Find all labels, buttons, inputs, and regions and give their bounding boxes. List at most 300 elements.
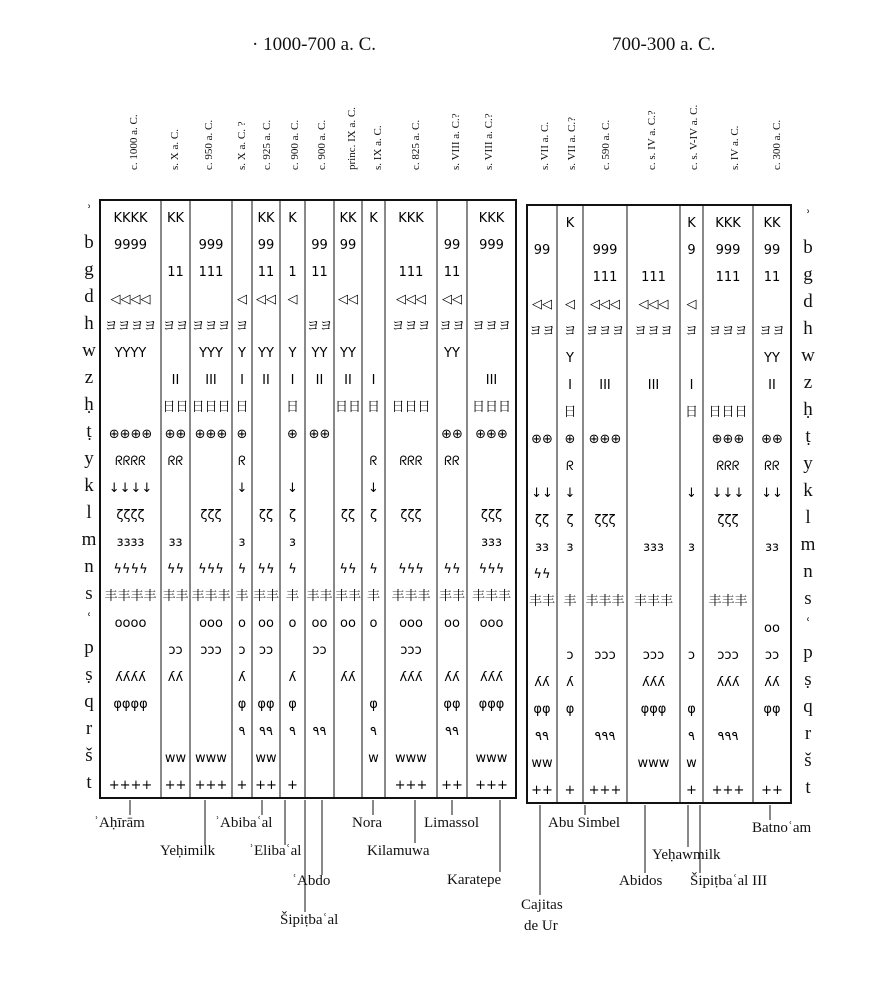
phoenician-letter-icon: o: [369, 616, 378, 631]
phoenician-letter-icon: 999: [715, 243, 741, 258]
row-label: g: [803, 264, 813, 285]
phoenician-letter-icon: KK: [166, 211, 185, 226]
phoenician-letter-icon: ζζ: [258, 508, 274, 523]
phoenician-letter-icon: 日日日: [708, 405, 748, 420]
row-label: y: [803, 453, 813, 474]
inscription-sipitbaal-iii: Šipiṭbaʿal III: [690, 873, 768, 889]
phoenician-letter-icon: +: [686, 783, 697, 798]
phoenician-letter-icon: ↓: [564, 486, 576, 501]
phoenician-letter-icon: ʎʎʎʎ: [115, 670, 146, 685]
phoenician-letter-icon: ʎʎ: [534, 675, 550, 690]
phoenician-letter-icon: I: [689, 378, 694, 393]
phoenician-letter-icon: YY: [340, 346, 356, 361]
inscription-abibaal: ʾAbibaʿal: [215, 815, 273, 831]
phoenician-letter-icon: ϟϟϟϟ: [113, 562, 148, 577]
row-label: q: [84, 691, 94, 712]
phoenician-letter-icon: ++: [255, 778, 277, 793]
phoenician-letter-icon: www: [195, 751, 227, 766]
row-label: t: [86, 772, 92, 793]
phoenician-letter-icon: II: [768, 378, 776, 393]
phoenician-letter-icon: Y: [566, 351, 574, 366]
phoenician-letter-icon: ϟϟ: [339, 562, 357, 577]
phoenician-letter-icon: 111: [398, 265, 424, 280]
phoenician-letter-icon: 日: [285, 400, 300, 415]
phoenician-letter-icon: +: [287, 778, 298, 793]
row-label: r: [85, 718, 93, 739]
row-label: n: [84, 556, 94, 577]
phoenician-letter-icon: φφ: [763, 702, 781, 717]
phoenician-letter-icon: φ: [288, 697, 297, 712]
phoenician-letter-icon: ɔɔ: [312, 643, 327, 658]
phoenician-letter-icon: YY: [764, 351, 780, 366]
phoenician-letter-icon: ⊕⊕⊕⊕: [108, 427, 153, 442]
phoenician-letter-icon: ϟϟ: [257, 562, 275, 577]
phoenician-letter-icon: ᖇ: [238, 454, 246, 469]
phoenician-letter-icon: ⊕⊕⊕: [711, 432, 745, 447]
phoenician-letter-icon: ζ: [288, 508, 297, 523]
phoenician-letter-icon: ◁: [686, 297, 697, 312]
phoenician-letter-icon: ɜɜ: [765, 540, 779, 555]
phoenician-letter-icon: ヨヨヨ: [391, 319, 431, 334]
inscription-nora: Nora: [352, 815, 382, 831]
phoenician-letter-icon: III: [205, 373, 217, 388]
phoenician-letter-icon: o: [288, 616, 297, 631]
phoenician-letter-icon: ʎ: [238, 670, 246, 685]
row-label: š: [804, 750, 812, 771]
phoenician-letter-icon: ɜ: [289, 535, 296, 550]
phoenician-letter-icon: ooo: [479, 616, 504, 631]
date-label: c. 1000 a. C.: [128, 114, 140, 170]
inscription-limassol: Limassol: [424, 815, 479, 831]
phoenician-letter-icon: +++: [475, 778, 508, 793]
phoenician-letter-icon: ζ: [566, 513, 574, 528]
phoenician-letter-icon: III: [599, 378, 611, 393]
row-label: ʾ: [804, 207, 812, 228]
row-label: ḥ: [84, 394, 94, 415]
row-label: h: [803, 318, 813, 339]
phoenician-letter-icon: 日: [366, 400, 381, 415]
row-label: k: [84, 475, 94, 496]
date-label: c. 900 a. C.: [316, 119, 328, 170]
phoenician-letter-icon: ◁◁◁◁: [110, 292, 151, 307]
row-label: ʿ: [804, 615, 812, 636]
row-label: n: [803, 561, 813, 582]
phoenician-letter-icon: ϟϟ: [443, 562, 461, 577]
phoenician-letter-icon: ++: [761, 783, 783, 798]
phoenician-letter-icon: ◁◁: [256, 292, 276, 307]
phoenician-letter-icon: oo: [340, 616, 356, 631]
phoenician-letter-icon: 11: [763, 270, 781, 285]
phoenician-letter-icon: oo: [311, 616, 328, 631]
phoenician-letter-icon: oooo: [114, 616, 147, 631]
phoenician-letter-icon: I: [240, 373, 244, 388]
phoenician-letter-icon: ◁◁◁: [396, 292, 426, 307]
inscription-batnoam: Batnoʿam: [752, 820, 812, 836]
phoenician-letter-icon: ϟ: [288, 562, 297, 577]
phoenician-letter-icon: φ: [237, 697, 247, 712]
phoenician-letter-icon: ζζ: [534, 513, 550, 528]
phoenician-letter-icon: ٩: [370, 724, 377, 739]
phoenician-letter-icon: ᖇᖇᖇ: [399, 454, 423, 469]
phoenician-letter-icon: ɔɔɔ: [594, 648, 616, 663]
phoenician-letter-icon: ヨヨ: [306, 319, 333, 334]
phoenician-letter-icon: 99: [257, 238, 275, 253]
phoenician-letter-icon: ⊕: [287, 427, 298, 442]
phoenician-letter-icon: 日日日: [391, 400, 431, 415]
phoenician-letter-icon: I: [371, 373, 376, 388]
inscription-yehimilk: Yeḥimilk: [160, 843, 216, 859]
row-label: m: [800, 534, 816, 555]
phoenician-letter-icon: ɜɜɜɜ: [116, 535, 145, 550]
phoenician-letter-icon: YY: [258, 346, 274, 361]
phoenician-letter-icon: YY: [311, 346, 328, 361]
phoenician-letter-icon: ヨヨヨ: [708, 324, 748, 339]
phoenician-letter-icon: ヨ: [235, 319, 249, 334]
phoenician-letter-icon: ϟϟ: [533, 567, 551, 582]
phoenician-letter-icon: +++: [588, 783, 622, 798]
phoenician-letter-icon: ɔɔɔ: [642, 648, 665, 663]
phoenician-letter-icon: ɔ: [566, 648, 574, 663]
phoenician-letter-icon: 99: [533, 243, 551, 258]
phoenician-letter-icon: ζζζ: [717, 513, 739, 528]
phoenician-letter-icon: +++: [711, 783, 745, 798]
phoenician-letter-icon: 日日: [334, 400, 362, 415]
phoenician-letter-icon: ϟϟϟ: [198, 562, 224, 577]
phoenician-letter-icon: 日: [235, 400, 249, 415]
phoenician-letter-icon: 丰丰丰丰: [104, 589, 157, 604]
phoenician-letter-icon: ↓↓↓↓: [108, 481, 153, 496]
phoenician-letter-icon: ɔ: [238, 643, 246, 658]
phoenician-letter-icon: ᖇ: [369, 454, 378, 469]
inscription-abdo: ʿAbdo: [292, 873, 331, 889]
date-label: s. X a. C. ?: [236, 121, 248, 170]
phoenician-letter-icon: ooo: [399, 616, 423, 631]
row-label: y: [84, 448, 94, 469]
row-label: q: [803, 696, 813, 717]
phoenician-letter-icon: 11: [167, 265, 184, 280]
phoenician-letter-icon: ⊕⊕: [308, 427, 331, 442]
phoenician-letter-icon: ◁◁: [442, 292, 462, 307]
phoenician-letter-icon: KK: [339, 211, 357, 226]
phoenician-letter-icon: II: [171, 373, 180, 388]
phoenician-letter-icon: 99: [443, 238, 461, 253]
phoenician-letter-icon: ↓↓: [531, 486, 553, 501]
phoenician-letter-icon: KKK: [398, 211, 424, 226]
phoenician-letter-icon: ヨヨ: [438, 319, 466, 334]
inscription-kilamuwa: Kilamuwa: [367, 843, 430, 859]
phoenician-letter-icon: ϟ: [237, 562, 247, 577]
phoenician-letter-icon: ⊕: [236, 427, 248, 442]
phoenician-letter-icon: ↓: [287, 481, 298, 496]
row-label: ʾ: [85, 202, 93, 223]
phoenician-letter-icon: ʎʎ: [340, 670, 356, 685]
phoenician-letter-icon: ɜɜ: [535, 540, 549, 555]
phoenician-letter-icon: 99: [763, 243, 781, 258]
phoenician-letter-icon: ʎʎ: [764, 675, 780, 690]
phoenician-letter-icon: www: [395, 751, 427, 766]
phoenician-letter-icon: ʎʎ: [167, 670, 184, 685]
phoenician-letter-icon: II: [315, 373, 324, 388]
phoenician-letter-icon: ooo: [199, 616, 223, 631]
phoenician-letter-icon: ᖇᖇ: [764, 459, 780, 474]
phoenician-letter-icon: ↓: [686, 486, 697, 501]
inscription-abidos: Abidos: [619, 873, 663, 889]
phoenician-letter-icon: ٩٩: [535, 729, 549, 744]
phoenician-letter-icon: 999: [198, 238, 224, 253]
phoenician-letter-icon: ٩٩٩: [594, 729, 616, 744]
inscription-cajitas: Cajitas: [521, 897, 563, 913]
inscription-yehawmilk: Yeḥawmilk: [652, 847, 721, 863]
row-label: t: [805, 777, 811, 798]
phoenician-letter-icon: 99: [311, 238, 328, 253]
phoenician-letter-icon: 99: [339, 238, 357, 253]
date-label: c. 590 a. C.: [600, 119, 612, 170]
phoenician-letter-icon: www: [475, 751, 508, 766]
inscription-sipitbaal: Šipiṭbaʿal: [280, 912, 339, 928]
row-label: ṭ: [86, 421, 92, 442]
phoenician-letter-icon: +++: [194, 778, 228, 793]
date-label: c. 825 a. C.: [410, 119, 422, 170]
row-label: l: [805, 507, 811, 528]
phoenician-letter-icon: ٩٩: [312, 724, 327, 739]
phoenician-letter-icon: ɔ: [687, 648, 696, 663]
phoenician-letter-icon: KKK: [715, 216, 741, 231]
phoenician-letter-icon: YY: [444, 346, 460, 361]
row-label: p: [803, 642, 813, 663]
phoenician-letter-icon: ϟϟϟ: [478, 562, 505, 577]
phoenician-letter-icon: +: [236, 778, 248, 793]
phoenician-letter-icon: 日日日: [471, 400, 512, 415]
row-label: d: [84, 286, 94, 307]
phoenician-letter-icon: ʎʎʎ: [399, 670, 423, 685]
phoenician-letter-icon: ◁: [237, 292, 247, 307]
phoenician-letter-icon: ζζζ: [594, 513, 616, 528]
phoenician-letter-icon: ɜɜɜ: [481, 535, 502, 550]
phoenician-letter-icon: Y: [288, 346, 297, 361]
phoenician-letter-icon: ʎʎ: [444, 670, 460, 685]
phoenician-letter-icon: 丰丰丰: [633, 594, 674, 609]
phoenician-letter-icon: ++: [441, 778, 463, 793]
phoenician-letter-icon: 丰丰: [252, 589, 280, 604]
date-label: s. VIII a. C.?: [483, 113, 495, 170]
phoenician-letter-icon: ϟϟ: [166, 562, 185, 577]
phoenician-letter-icon: ⊕⊕⊕: [588, 432, 622, 447]
phoenician-letter-icon: ヨヨ: [162, 319, 189, 334]
date-label: c. 300 a. C.: [771, 119, 783, 170]
phoenician-letter-icon: K: [565, 216, 575, 231]
phoenician-letter-icon: 111: [592, 270, 618, 285]
phoenician-letter-icon: ᖇᖇ: [167, 454, 184, 469]
inscription-ahiram: ʾAḥīrām: [94, 815, 145, 831]
phoenician-letter-icon: ↓: [368, 481, 379, 496]
phoenician-letter-icon: ◁◁◁: [638, 297, 669, 312]
phoenician-letter-icon: 999: [592, 243, 618, 258]
phoenician-letter-icon: 丰: [235, 589, 249, 604]
phoenician-letter-icon: ٩٩: [445, 724, 459, 739]
phoenician-letter-icon: φφφ: [478, 697, 505, 712]
row-label: h: [84, 313, 94, 334]
phoenician-letter-icon: II: [262, 373, 270, 388]
phoenician-letter-icon: ⊕⊕: [761, 432, 783, 447]
phoenician-letter-icon: ◁: [565, 297, 575, 312]
date-label: c. 900 a. C.: [289, 119, 301, 170]
phoenician-letter-icon: Y: [238, 346, 246, 361]
phoenician-letter-icon: ٩٩٩: [717, 729, 739, 744]
phoenician-letter-icon: ϟϟϟ: [398, 562, 424, 577]
phoenician-letter-icon: ɔɔɔ: [717, 648, 739, 663]
phoenician-letter-icon: ww: [531, 756, 553, 771]
phoenician-letter-icon: ɜɜ: [168, 535, 183, 550]
phoenician-letter-icon: w: [686, 756, 697, 771]
phoenician-letter-icon: 111: [715, 270, 741, 285]
phoenician-letter-icon: ᖇᖇᖇ: [716, 459, 740, 474]
phoenician-letter-icon: 日日日: [191, 400, 231, 415]
phoenician-letter-icon: ww: [164, 751, 187, 766]
date-label: c. 925 a. C.: [261, 119, 273, 170]
row-label: m: [81, 529, 97, 550]
phoenician-letter-icon: ʎʎʎ: [641, 675, 666, 690]
phoenician-letter-icon: KK: [257, 211, 275, 226]
period-heading-late: 700-300 a. C.: [612, 34, 716, 55]
phoenician-letter-icon: φ: [369, 697, 378, 712]
row-label: z: [803, 372, 813, 393]
phoenician-letter-icon: ↓: [236, 481, 248, 496]
phoenician-letter-icon: ɜ: [688, 540, 695, 555]
phoenician-letter-icon: 丰丰丰: [585, 594, 625, 609]
phoenician-letter-icon: 111: [641, 270, 666, 285]
phoenician-letter-icon: 日日: [162, 400, 189, 415]
row-label: b: [84, 232, 94, 253]
phoenician-letter-icon: YYYY: [114, 346, 147, 361]
phoenician-letter-icon: ヨヨヨヨ: [104, 319, 157, 334]
phoenician-letter-icon: ɔɔ: [168, 643, 183, 658]
inscription-karatepe: Karatepe: [447, 872, 502, 888]
phoenician-letter-icon: oo: [764, 621, 780, 636]
row-label: ḥ: [803, 399, 813, 420]
phoenician-letter-icon: 1: [288, 265, 297, 280]
phoenician-letter-icon: 9999: [113, 238, 148, 253]
phoenician-letter-icon: 丰丰丰: [191, 589, 231, 604]
phoenician-letter-icon: I: [290, 373, 295, 388]
phoenician-letter-icon: ʎ: [288, 670, 297, 685]
row-label: g: [84, 259, 94, 280]
phoenician-letter-icon: ◁: [287, 292, 298, 307]
date-label: s. VII a. C.: [539, 121, 551, 170]
date-label: princ. IX a. C.: [346, 107, 358, 170]
phoenician-letter-icon: 丰丰: [438, 589, 466, 604]
glyph-cells: [104, 211, 785, 798]
phoenician-letter-icon: 丰丰: [528, 594, 556, 609]
phoenician-letter-icon: ٩: [238, 724, 246, 739]
phoenician-letter-icon: KKKK: [113, 211, 148, 226]
phoenician-letter-icon: ヨヨ: [528, 324, 556, 339]
phoenician-letter-icon: ٩: [688, 729, 695, 744]
row-label: ṣ: [85, 664, 93, 685]
phoenician-letter-icon: ζζζ: [480, 508, 503, 523]
phoenician-letter-icon: ʎʎʎ: [716, 675, 740, 690]
phoenician-letter-icon: ◁◁: [338, 292, 358, 307]
phoenician-letter-icon: ↓↓↓: [711, 486, 745, 501]
phoenician-letter-icon: w: [368, 751, 379, 766]
phoenician-letter-icon: φφ: [533, 702, 551, 717]
phoenician-letter-icon: 丰丰: [334, 589, 362, 604]
phoenician-letter-icon: ϟ: [369, 562, 378, 577]
row-label: l: [86, 502, 92, 523]
row-label: ʿ: [85, 610, 93, 631]
phoenician-letter-icon: oo: [444, 616, 460, 631]
phoenician-letter-icon: ٩٩: [259, 724, 273, 739]
date-label: c. 950 a. C.: [203, 119, 215, 170]
phoenician-letter-icon: KK: [763, 216, 781, 231]
phoenician-letter-icon: ζ: [369, 508, 378, 523]
row-label: r: [804, 723, 812, 744]
phoenician-letter-icon: ⊕⊕: [164, 427, 187, 442]
phoenician-letter-icon: ヨヨ: [758, 324, 786, 339]
inscription-elibaal: ʾElibaʿal: [249, 843, 302, 859]
date-label: c. s. IV a. C.?: [646, 110, 658, 170]
row-label: ṣ: [804, 669, 812, 690]
phoenician-letter-icon: ᖇ: [566, 459, 574, 474]
phoenician-letter-icon: ヨ: [563, 324, 577, 339]
phoenician-letter-icon: K: [687, 216, 696, 231]
period-heading-early: · 1000-700 a. C.: [252, 34, 377, 55]
phoenician-letter-icon: 丰: [366, 589, 381, 604]
phoenician-letter-icon: 丰丰: [162, 589, 189, 604]
phoenician-letter-icon: φφ: [257, 697, 275, 712]
phoenician-letter-icon: 9: [687, 243, 696, 258]
phoenician-letter-icon: KKK: [478, 211, 505, 226]
phoenician-letter-icon: 11: [311, 265, 328, 280]
row-label: d: [803, 291, 813, 312]
phoenician-letter-icon: II: [344, 373, 352, 388]
phoenician-letter-icon: ヨヨヨ: [585, 324, 625, 339]
phoenician-letter-icon: 丰: [285, 589, 300, 604]
phoenician-letter-icon: K: [288, 211, 297, 226]
date-label: s. VIII a. C.?: [450, 113, 462, 170]
phoenician-letter-icon: φ: [565, 702, 575, 717]
row-label: ṭ: [805, 426, 811, 447]
phoenician-letter-icon: 111: [198, 265, 224, 280]
date-label: s. X a. C.: [169, 129, 181, 170]
phoenician-letter-icon: φφ: [443, 697, 461, 712]
phoenician-letter-icon: ᖇᖇᖇᖇ: [115, 454, 146, 469]
phoenician-letter-icon: www: [637, 756, 670, 771]
inscription-de-ur: de Ur: [524, 918, 558, 934]
row-label: w: [82, 340, 96, 361]
phoenician-letter-icon: oo: [258, 616, 274, 631]
phoenician-letter-icon: ⊕⊕: [441, 427, 463, 442]
date-label: s. IV a. C.: [729, 125, 741, 170]
phoenician-letter-icon: ++: [164, 778, 187, 793]
row-label: b: [803, 237, 813, 258]
phoenician-letter-icon: 11: [443, 265, 461, 280]
phoenician-letter-icon: ヨヨヨ: [471, 319, 512, 334]
phoenician-letter-icon: 丰: [563, 594, 577, 609]
phoenician-letter-icon: ٩: [289, 724, 296, 739]
phoenician-letter-icon: ɜ: [566, 540, 574, 555]
phoenician-letter-icon: ++++: [108, 778, 153, 793]
phoenician-letter-icon: ヨ: [684, 324, 699, 339]
row-label: s: [85, 583, 93, 604]
row-label: s: [804, 588, 812, 609]
phoenician-letter-icon: ww: [255, 751, 277, 766]
phoenician-letter-icon: 日: [684, 405, 699, 420]
phoenician-letter-icon: ⊕⊕: [531, 432, 553, 447]
phoenician-letter-icon: 丰丰丰: [471, 589, 512, 604]
phoenician-letter-icon: ⊕⊕⊕: [194, 427, 228, 442]
phoenician-letter-icon: φφφ: [640, 702, 667, 717]
phoenician-letter-icon: ɔɔɔ: [200, 643, 222, 658]
